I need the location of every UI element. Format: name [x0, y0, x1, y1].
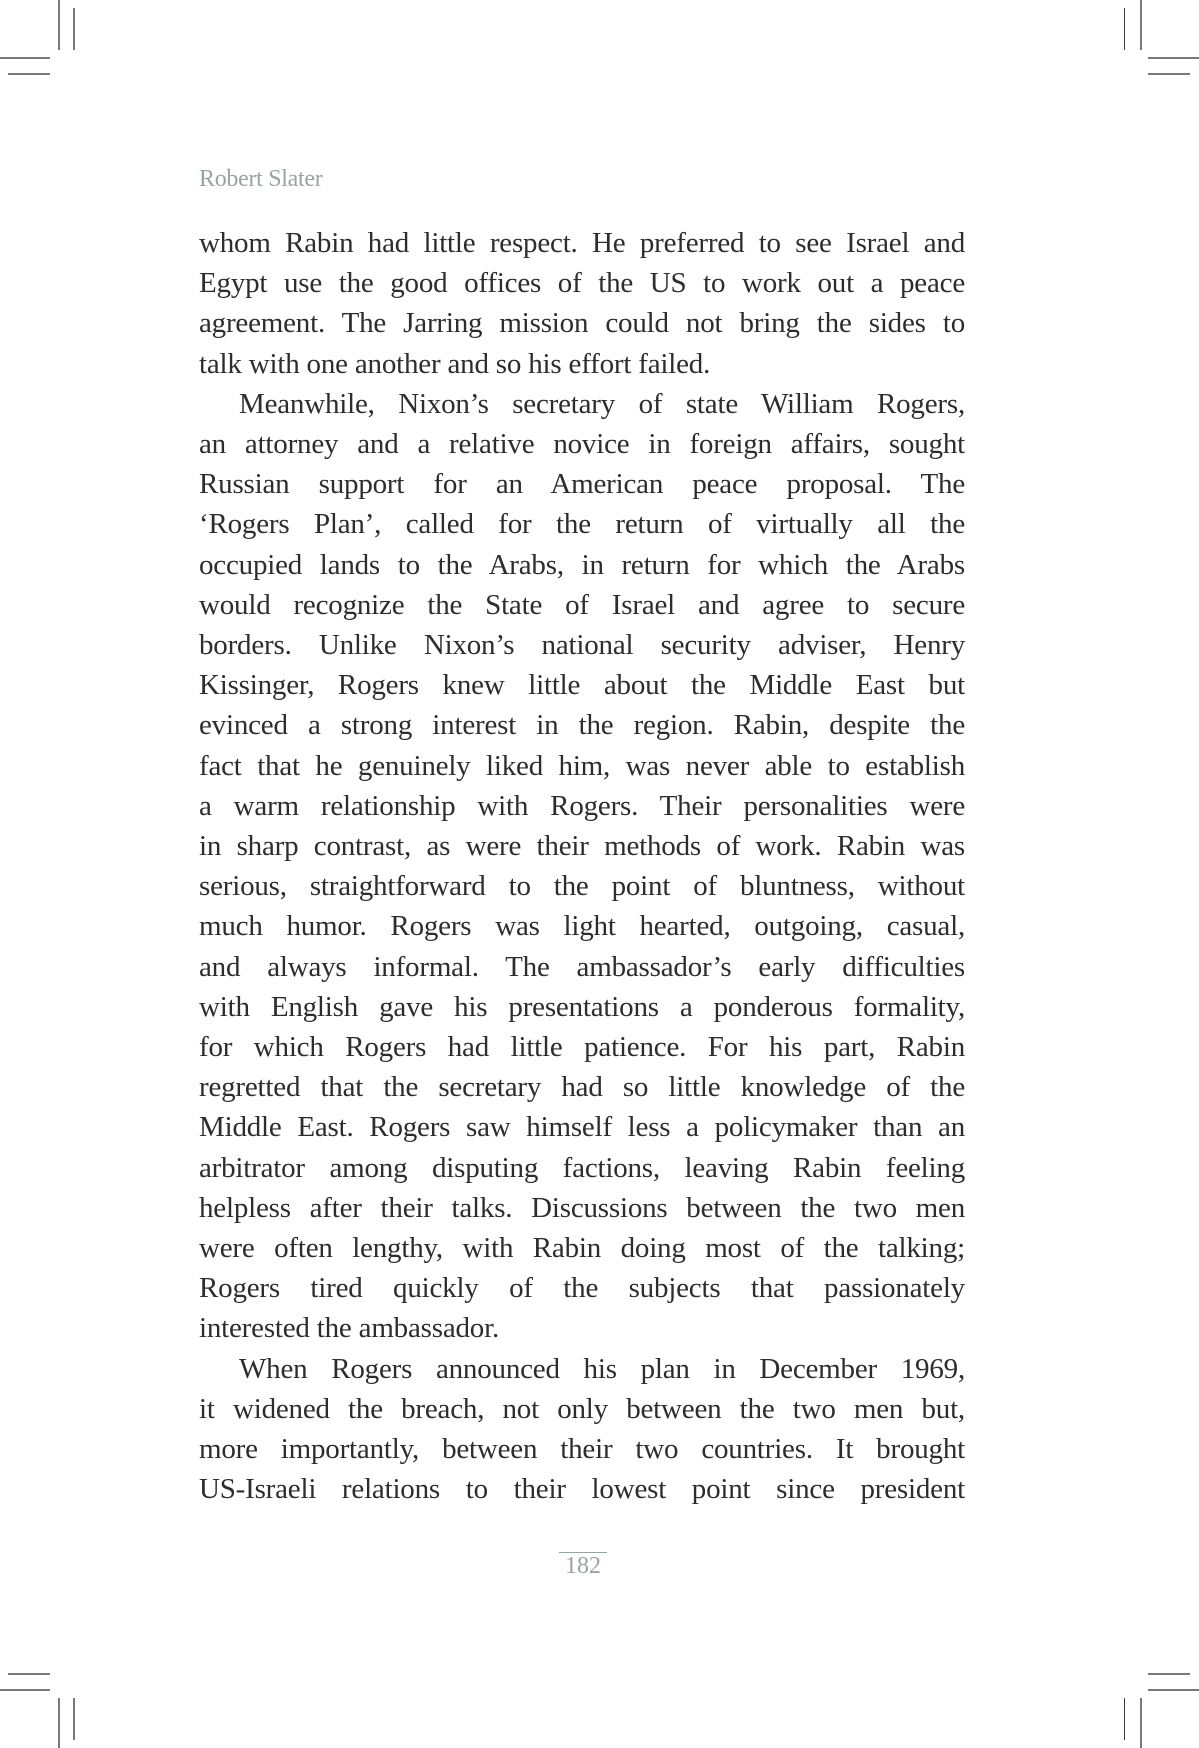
- crop-mark-top-right-h1: [1148, 57, 1199, 59]
- crop-mark-top-left-h2: [8, 73, 50, 75]
- text-line: evinced a strong interest in the region. Rabin, despite the: [199, 709, 965, 742]
- text-line: helpless after their talks. Discussions between the two men: [199, 1191, 965, 1224]
- crop-mark-bottom-left-v2: [73, 1698, 75, 1740]
- text-line: borders. Unlike Nixon’s national security adviser, Henry: [199, 629, 965, 662]
- crop-mark-bottom-right-v2: [1140, 1698, 1142, 1748]
- text-line: regretted that the secretary had so little knowledge of the: [199, 1071, 965, 1104]
- text-line: Russian support for an American peace proposal. The: [199, 468, 965, 501]
- crop-mark-top-left-v1: [58, 0, 60, 50]
- text-line: for which Rogers had little patience. For his part, Rabin: [199, 1031, 965, 1064]
- text-line: ‘Rogers Plan’, called for the return of virtually all the: [199, 508, 965, 541]
- text-line: When Rogers announced his plan in December 1969,: [239, 1352, 965, 1385]
- crop-mark-bottom-right-h1: [1148, 1689, 1199, 1691]
- text-line: in sharp contrast, as were their methods of work. Rabin was: [199, 830, 965, 863]
- crop-mark-bottom-left-h2: [8, 1673, 50, 1675]
- text-line: Meanwhile, Nixon’s secretary of state William Rogers,: [239, 387, 965, 420]
- text-line: whom Rabin had little respect. He preferred to see Israel and: [199, 227, 965, 259]
- text-line: and always informal. The ambassador’s early difficulties: [199, 950, 965, 983]
- text-line: Rogers tired quickly of the subjects that passionately: [199, 1272, 965, 1305]
- text-line: interested the ambassador.: [199, 1312, 500, 1345]
- crop-mark-top-left-v2: [73, 8, 75, 50]
- paragraph-3: [199, 1349, 965, 1510]
- text-line: serious, straightforward to the point of bluntness, without: [199, 870, 965, 903]
- text-line: US-Israeli relations to their lowest point since president: [199, 1473, 965, 1506]
- text-line: with English gave his presentations a ponderous formality,: [199, 990, 965, 1023]
- text-line: would recognize the State of Israel and agree to secure: [199, 588, 965, 621]
- page-number: 182: [565, 1553, 601, 1579]
- text-line: much humor. Rogers was light hearted, outgoing, casual,: [199, 910, 965, 943]
- running-head: Robert Slater: [199, 166, 323, 192]
- paragraph-2: [199, 384, 965, 1349]
- text-line: Middle East. Rogers saw himself less a policymaker than an: [199, 1111, 965, 1144]
- crop-mark-bottom-left-v1: [58, 1698, 60, 1748]
- text-line: were often lengthy, with Rabin doing most of the talking;: [199, 1232, 965, 1265]
- crop-mark-top-right-v2: [1140, 0, 1142, 50]
- text-line: Egypt use the good offices of the US to work out a peace: [199, 267, 965, 300]
- text-line: fact that he genuinely liked him, was never able to establish: [199, 749, 965, 782]
- crop-mark-top-right-h2: [1148, 73, 1190, 75]
- crop-mark-bottom-left-h1: [0, 1689, 50, 1691]
- text-line: an attorney and a relative novice in foreign affairs, sought: [199, 428, 965, 461]
- crop-mark-bottom-right-h2: [1148, 1673, 1190, 1675]
- text-line: more importantly, between their two countries. It brought: [199, 1433, 965, 1466]
- text-line: agreement. The Jarring mission could not bring the sides to: [199, 307, 965, 340]
- text-line: talk with one another and so his effort failed.: [199, 347, 711, 380]
- text-line: arbitrator among disputing factions, leaving Rabin feeling: [199, 1151, 965, 1184]
- crop-mark-top-left-h1: [0, 57, 50, 59]
- paragraph-1: [199, 223, 965, 384]
- text-line: it widened the breach, not only between the two men but,: [199, 1392, 965, 1425]
- body-text: [199, 223, 965, 1510]
- text-line: Kissinger, Rogers knew little about the Middle East but: [199, 669, 965, 702]
- crop-mark-top-right-v1: [1124, 8, 1125, 50]
- text-line: occupied lands to the Arabs, in return for which the Arabs: [199, 548, 965, 581]
- text-line: a warm relationship with Rogers. Their personalities were: [199, 789, 965, 822]
- crop-mark-bottom-right-v1: [1124, 1698, 1125, 1740]
